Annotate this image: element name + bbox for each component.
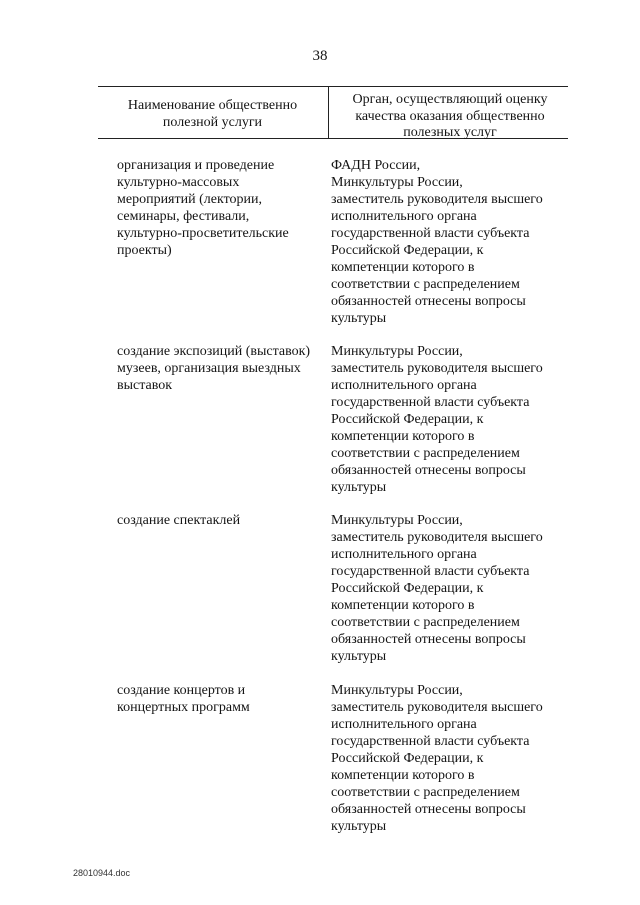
header-service-name: Наименование общественно полезной услуги xyxy=(127,98,298,130)
table-top-border xyxy=(98,86,568,87)
document-footer-filename: 28010944.doc xyxy=(73,868,131,878)
row-2-authority: Минкультуры России, заместитель руководителя высшего исполнительного органа государственной власти субъекта Российской Федерации, к компетенции которого в соответствии с распределением обязанностей отнесены вопросы культуры xyxy=(331,344,543,495)
row-3-authority: Минкультуры России, заместитель руководителя высшего исполнительного органа государственной власти субъекта Российской Федерации, к компетенции которого в соответствии с распределением обязанностей отнесены вопросы культуры xyxy=(331,513,543,664)
row-4-service: создание концертов и концертных программ xyxy=(117,683,250,715)
table-header-column-divider xyxy=(328,86,329,138)
page-number: 38 xyxy=(312,48,328,64)
row-4-authority: Минкультуры России, заместитель руководителя высшего исполнительного органа государственной власти субъекта Российской Федерации, к компетенции которого в соответствии с распределением обязанностей отнесены вопросы культуры xyxy=(331,683,543,834)
row-3-service: создание спектаклей xyxy=(117,513,241,528)
row-1-service: организация и проведение культурно-массовых мероприятий (лектории, семинары, фестивали, культурно-просветительские проекты) xyxy=(117,158,289,258)
row-2-service: создание экспозиций (выставок) музеев, организация выездных выставок xyxy=(117,344,311,393)
header-assessing-authority: Орган, осуществляющий оценку качества оказания общественно полезных услуг xyxy=(352,92,548,140)
row-1-authority: ФАДН России, Минкультуры России, заместитель руководителя высшего исполнительного органа государственной власти субъекта Российской Федерации, к компетенции которого в соответствии с распределением обязанностей отнесены вопросы культуры xyxy=(331,158,543,326)
